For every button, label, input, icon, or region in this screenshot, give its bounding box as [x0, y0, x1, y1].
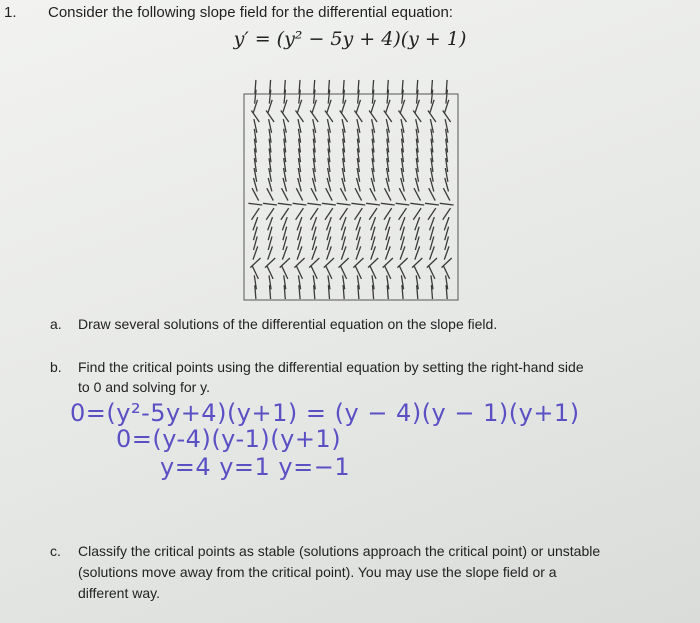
slope-segment	[311, 188, 318, 200]
slope-segment	[281, 111, 289, 123]
slope-segment	[326, 266, 332, 279]
slope-segment	[294, 258, 304, 268]
slope-segment	[293, 203, 307, 205]
slope-segment	[282, 188, 289, 200]
slope-segment	[442, 258, 452, 268]
slope-segment	[355, 266, 361, 279]
slope-segment	[278, 203, 292, 205]
slope-segment	[252, 208, 260, 220]
slope-segment	[355, 188, 362, 200]
slope-segment	[443, 188, 450, 200]
slope-segment	[354, 111, 362, 123]
slope-segment	[414, 266, 420, 279]
slope-segment	[324, 258, 334, 268]
part-a-label: a.	[50, 316, 62, 332]
slope-segment	[311, 266, 317, 279]
slope-segment	[412, 258, 422, 268]
slope-field-frame	[244, 94, 458, 300]
slope-segment	[252, 266, 258, 279]
part-c-text-line1: Classify the critical points as stable (solutions approach the critical point) or unstable	[78, 543, 601, 559]
slope-segment	[267, 266, 273, 279]
slope-segment	[322, 203, 336, 205]
slope-segment	[337, 203, 351, 205]
slope-segment	[251, 111, 259, 123]
slope-segment	[397, 258, 407, 268]
slope-segment	[310, 111, 318, 123]
slope-segment	[369, 111, 377, 123]
slope-field-segments	[248, 80, 453, 299]
slope-segment	[414, 188, 421, 200]
slope-segment	[368, 258, 378, 268]
slope-segment	[296, 188, 302, 200]
slope-segment	[265, 258, 275, 268]
slope-segment	[341, 266, 347, 279]
slope-segment	[325, 111, 333, 123]
slope-segment	[266, 111, 274, 123]
slope-segment	[427, 258, 437, 268]
slope-segment	[400, 266, 406, 279]
slope-segment	[413, 111, 421, 123]
slope-segment	[384, 111, 392, 123]
slope-segment	[399, 111, 407, 123]
slope-segment	[296, 111, 304, 123]
slope-segment	[351, 203, 365, 205]
slope-segment	[385, 188, 392, 200]
slope-segment	[425, 203, 439, 205]
slope-segment	[340, 188, 347, 200]
slope-segment	[309, 258, 319, 268]
slope-segment	[263, 203, 277, 205]
part-a-text: Draw several solutions of the differential equation on the slope field.	[78, 316, 498, 332]
slope-segment	[366, 203, 380, 205]
slope-segment	[429, 188, 436, 200]
part-c-label: c.	[50, 543, 61, 559]
slope-segment	[340, 111, 348, 123]
part-a	[50, 314, 690, 336]
slope-field-diagram	[236, 72, 466, 302]
slope-segment	[370, 188, 377, 200]
slope-segment	[355, 208, 363, 220]
slope-segment	[326, 188, 333, 200]
part-b	[50, 357, 690, 399]
part-b-text-line2: to 0 and solving for y.	[78, 379, 211, 395]
question-prompt: Consider the following slope field for the differential equation:	[48, 4, 453, 21]
handwritten-line-3: y=4 y=1 y=−1	[160, 453, 351, 481]
slope-segment	[385, 266, 391, 279]
slope-segment	[339, 258, 349, 268]
slope-segment	[267, 188, 274, 200]
part-b-label: b.	[50, 359, 62, 375]
slope-segment	[428, 111, 436, 123]
slope-segment	[370, 266, 376, 279]
slope-segment	[282, 266, 288, 279]
slope-segment	[280, 258, 290, 268]
differential-equation: y′ = (y² − 5y + 4)(y + 1)	[233, 28, 467, 50]
slope-segment	[297, 266, 303, 279]
slope-segment	[429, 266, 435, 279]
part-c	[50, 541, 690, 603]
part-b-text-line1: Find the critical points using the differential equation by setting the right-hand side	[78, 359, 584, 375]
slope-segment	[252, 188, 259, 200]
slope-segment	[444, 266, 450, 279]
handwritten-line-2: 0=(y-4)(y-1)(y+1)	[116, 425, 342, 453]
slope-segment	[307, 203, 321, 205]
slope-segment	[399, 188, 405, 200]
question-number: 1.	[4, 4, 17, 21]
slope-segment	[250, 258, 260, 268]
slope-segment	[443, 111, 451, 123]
handwritten-line-1: 0=(y²-5y+4)(y+1) = (y − 4)(y − 1)(y+1)	[70, 399, 580, 427]
slope-segment	[383, 258, 393, 268]
part-c-text-line3: different way.	[78, 585, 160, 601]
slope-segment	[410, 203, 424, 205]
slope-segment	[248, 203, 262, 205]
slope-segment	[353, 258, 363, 268]
slope-segment	[381, 203, 395, 205]
slope-segment	[440, 203, 454, 205]
part-c-text-line2: (solutions move away from the critical point). You may use the slope field or a	[78, 564, 557, 580]
slope-segment	[396, 203, 410, 205]
